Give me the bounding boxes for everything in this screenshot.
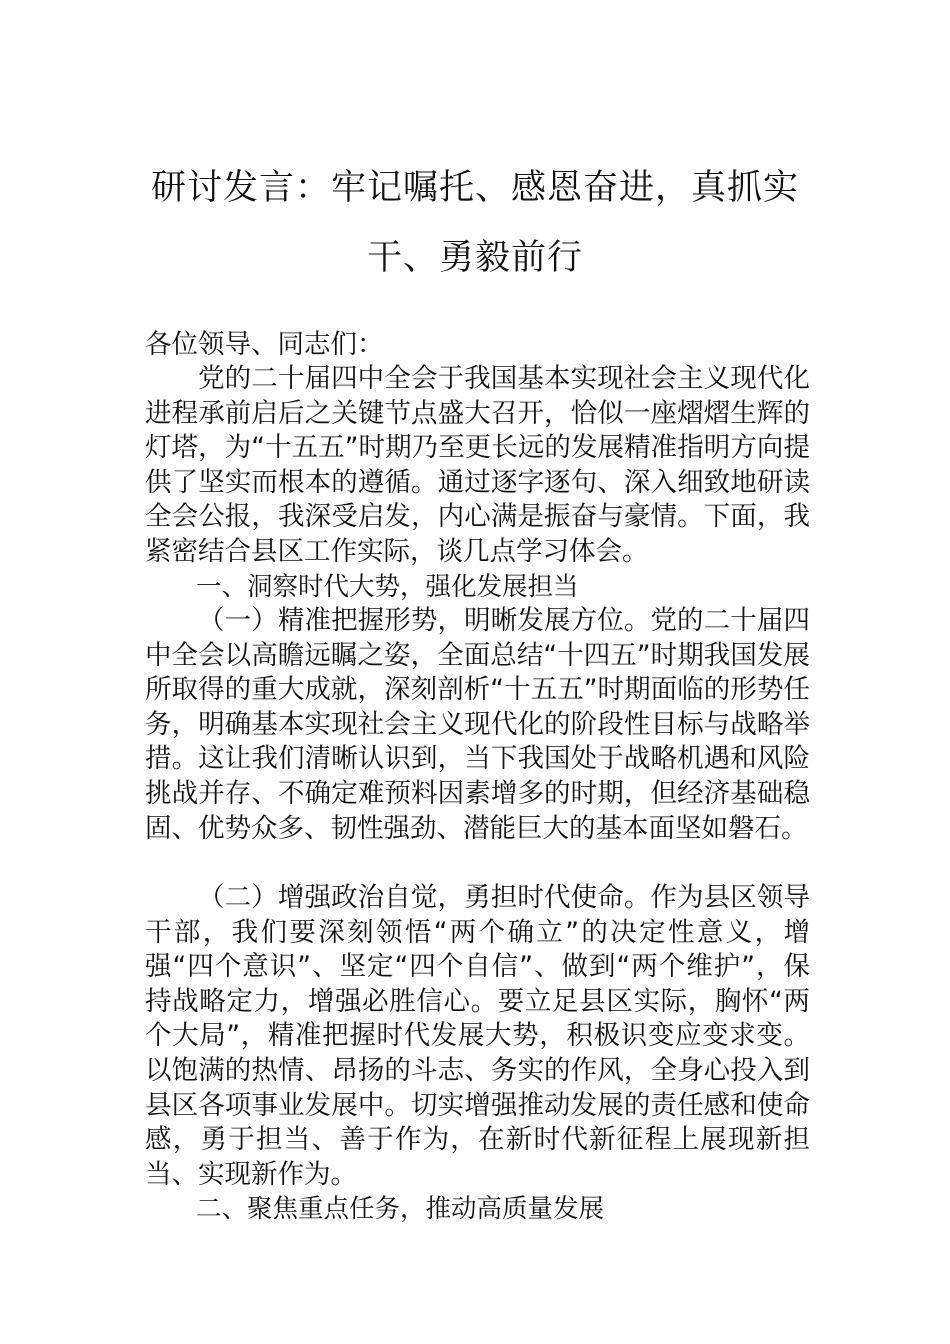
paragraph-section-1-1: （一）精准把握形势，明晰发展方位。党的二十届四中全会以高瞻远瞩之姿，全面总结“十四五”时期我国发展所取得的重大成就，深刻剖析“十五五”时期面临的形势任务，明确基本实现社会主义现代化的阶段性目标与战略举措。这让我们清晰认识到，当下我国处于战略机遇和风险挑战并存、不确定难预料因素增多的时期，但经济基础稳固、优势众多、韧性强劲、潜能巨大的基本面坚如磐石。 (145, 605, 810, 844)
paragraph-intro: 党的二十届四中全会于我国基本实现社会主义现代化进程承前启后之关键节点盛大召开，恰似一座熠熠生辉的灯塔，为“十五五”时期乃至更长远的发展精准指明方向提供了坚实而根本的遵循。通过逐字逐句、深入细致地研读全会公报，我深受启发，内心满是振奋与豪情。下面，我紧密结合县区工作实际，谈几点学习体会。 (145, 363, 810, 567)
document-title-line-1: 研讨发言：牢记嘱托、感恩奋进，真抓实 (150, 168, 799, 208)
paragraph-section-1-2: （二）增强政治自觉，勇担时代使命。作为县区领导干部，我们要深刻领悟“两个确立”的决定性意义，增强“四个意识”、坚定“四个自信”、做到“两个维护”，保持战略定力，增强必胜信心。要立足县区实际，胸怀“两个大局”，精准把握时代发展大势，积极识变应变求变。以饱满的热情、昂扬的斗志、务实的作风，全身心投入到县区各项事业发展中。切实增强推动发展的责任感和使命感，勇于担当、善于作为，在新时代新征程上展现新担当、实现新作为。 (145, 882, 810, 1190)
document-title-line-2: 干、勇毅前行 (366, 238, 583, 278)
section-heading-1: 一、洞察时代大势，强化发展担当 (196, 572, 579, 602)
section-heading-2: 二、聚焦重点任务，推动高质量发展 (196, 1194, 605, 1224)
salutation: 各位领导、同志们： (145, 329, 384, 360)
